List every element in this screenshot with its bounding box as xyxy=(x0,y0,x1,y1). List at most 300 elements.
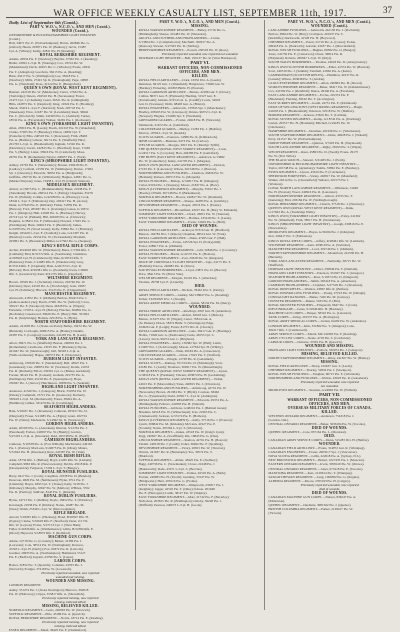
text-line: KING'S OWN (ROYAL LANCASTER REGIMENT).—Walsh, xyxy=(138,377,224,382)
section-heading: OVERSEAS MILITARY FORCES OF CANADA. xyxy=(287,405,372,410)
text-line: ARGYLL AND SUTHERLAND HIGHLANDERS.—Currie, xyxy=(138,36,221,41)
text-line: Rfn. S. (Greenwich); Kent, R/41735 Rfn. C. (Deptford). xyxy=(9,271,84,276)
text-line: 213487 Pnr. J. (Scarborough); Mason, 127634 Spr. H. (Whitby). xyxy=(138,345,224,350)
text-line: CENTRAL ONTARIO REGIMENT.—Baker, 3036184 Pte. W. (Toronto). xyxy=(268,422,366,426)
text-line: 21473 Cpl. J. (Chatham); Grant, 36521 Pte. R. (Gillingham); xyxy=(9,97,90,102)
text-line: 203861 Pte. S. (Hounslow); Miller, G/17562 Pte. G. (Stepney). xyxy=(9,239,93,244)
section-heading: PART V. W.O.'s, N.C.O.'s, AND MEN (Contd.). xyxy=(29,25,111,29)
text-line: Pte. T. (Abingdon); Goodwin, 36215 Pte. A. (Reading); xyxy=(9,69,83,74)
text-line: Kavanagh, 21936 Pte. P. (Kildare); Nolan, 16287 Pte. M. xyxy=(9,502,85,507)
italic-note: missing, believed killed. xyxy=(54,599,87,604)
text-line: Anderson, 41326 Pte. J. (Glasgow); Black, 331852 Pte. W. xyxy=(9,389,87,394)
text-columns xyxy=(6,20,394,632)
text-line: (Chichester). xyxy=(268,125,286,130)
text-line: (Newcastle); Brown, 291384 Pte. T. (Blyth); Coulson, 38462 xyxy=(138,389,220,394)
text-line: Clarke, 37265 Pte. F. (Barnsley); Dixon, 14892 Cpl. T. xyxy=(9,130,82,135)
text-line: THE QUEEN'S (ROYAL WEST SURREY REGIMENT).—Upton, xyxy=(138,369,228,374)
text-line: (Radcliffe); Duckworth, 41528 Pte. H. (Heywood). xyxy=(268,36,336,41)
text-line: Pte. W. (Nairn); Mackenzie, S/14392 Sjt. K. (Stornoway). xyxy=(9,417,86,422)
section-heading: QUEEN'S OWN (ROYAL WEST KENT REGIMENT). xyxy=(23,85,117,90)
text-line: WEST YORKSHIRE REGIMENT.—Holmes, 235418 Pte. T. (Leeds). xyxy=(138,215,232,220)
part-heading: PART VII. xyxy=(319,392,341,398)
text-line: SUFFOLK REGIMENT.—Ablett, 43925 Pte. E. (Sudbury); xyxy=(138,458,218,463)
section-heading: ROYAL MUNSTER FUSILIERS. xyxy=(41,470,99,475)
text-line: (Maidenhead); Davis, 26915 Pte. C. (Windsor); Evans, 29341 xyxy=(9,65,91,70)
text-line: (Ludlow); Corfield, 21539 Pte. W. (Wellington); Davies, 17284 xyxy=(9,166,93,171)
text-line: G/24785 Pte. H. (Wood Green); Kelly, 33862 Pte. J. (Finsbury); xyxy=(9,227,94,232)
text-line: S/13824 Pte. J. (Campbeltown); MacNeill, 300917 Pte. A. xyxy=(138,40,216,45)
text-line: (Killarney); Murphy, 10947 Pte. W. (Mallow); O'Brien, 3762 xyxy=(9,486,90,491)
text-line: Warren, 241637 Pte. R. (Barnstaple); Yeo, 30574 Pte. T. xyxy=(138,450,213,455)
text-line: (Darlington); Hall, 45218 Pte. E. (Spennymoor); Hope, xyxy=(9,377,82,382)
section-heading: KING'S (SHROPSHIRE LIGHT INFANTRY). xyxy=(30,158,111,163)
text-line: ROYAL FUSILIERS.—Harris, G/41537 Pte. E. (Hoxton). xyxy=(138,252,216,257)
text-line: (Rotherham); Cawthorne, 23195 Pte. F. (Barnsley); Dyson, xyxy=(9,344,87,349)
text-line: (Limerick); Hayes, 6395 Cpl. T. (Tralee); Kelly, 5218 Pte. J. xyxy=(9,482,89,487)
text-line: ALBERTA REGIMENT.—Moore, 2765193 Pte. H. (Calgary). xyxy=(268,478,351,483)
text-line: ROYAL FUSILIERS.—Gibbons, G/48216 Pte. J. (Bethnal Green); xyxy=(138,405,228,410)
text-line: Pte. C. (Woolwich); Smith, 241963 Pte. G. (Ashford); Turner, xyxy=(9,114,91,119)
text-line: Pte. A. (Halifax); Gibson, 36174 Pte. E. (Sheffield); Hirst, xyxy=(9,138,86,143)
text-line: Hawkins, 64518 Pte. W. (Whitechapel); Ives, 21963 Pte. C. xyxy=(138,409,218,414)
section-heading: YORK AND LANCASTER REGIMENT. xyxy=(35,336,106,341)
text-line: ROYAL SUSSEX REGIMENT.—Kemp, G/18742 Pte. A. (Worthing); xyxy=(268,117,362,122)
text-line: (Contd.). xyxy=(9,37,21,42)
text-line: (Kettering); Bird, 203184 Pte. W. (Wellingborough). xyxy=(268,198,338,203)
text-line: (Portsmouth); Jenkins, 97254 Cpl. G. (Cardiff); Lewis, 52618 xyxy=(138,98,221,103)
text-line: WORCESTERSHIRE REGIMENT.—Baker, 36417 Pte. W. (Kidderminster); xyxy=(268,84,371,89)
text-line: SOUTH WALES BORDERERS.—Thomas, 24618 Pte. D. (Abergavenny). xyxy=(268,60,368,65)
text-line: Benson, 104782 Dvr. J. (Ripon); Chapman, 68514 Gnr. W. (York). xyxy=(138,231,227,236)
text-line: Perry, 241517 Pte. W. (Wolverhampton). xyxy=(268,137,323,142)
text-line: Campbell, 9863 Rfn. R. (Newtownards); Devlin, 43518 Rfn. P. xyxy=(9,462,93,467)
text-line: GRENADIER GUARDS.—Fowler, 24918 Pte. H. (Warwick); xyxy=(138,118,221,123)
text-line: THE BLACK WATCH.—Stewart, S/21483 Pte. J. (Perth). xyxy=(268,157,346,162)
text-line: (Dingwall); Fraser, S/21685 Pte. A. (Elgin); Grant, 202734 xyxy=(9,413,87,418)
text-line: Sjt. J. (Oswestry); Edwards, 36952 Pte. A. (Bridgnorth); xyxy=(9,170,84,175)
text-line: (Bootle); O'Neill, 307148 Pte. P. (Birkenhead). xyxy=(138,191,201,196)
text-line: OXFORDSHIRE & BUCKINGHAMSHIRE LIGHT INFANTRY xyxy=(9,33,97,38)
text-line: ROYAL WARWICKSHIRE REGIMENT.—Bailey, 25716 Pte. G. xyxy=(138,28,226,33)
text-line: 392417 Rfn. J. (Camberwell). xyxy=(268,327,308,332)
text-line: SOUTH LANCASHIRE REGIMENT.—Rigby, 28163 Pte. T. (Wigan). xyxy=(268,145,363,150)
text-line: Pte. G. (Thatcham); Rose, 41524 Pte. E. (Hungerford). xyxy=(9,81,82,86)
text-line: WEST YORKSHIRE REGIMENT.—Illingworth, 235817 Pte. J. xyxy=(138,482,225,487)
text-line: CONNAUGHT RANGERS.—Burke, 7426 Pte. M. (Galway). xyxy=(268,295,351,300)
text-line: WELSH REGIMENT.—Rees, 45893 Pte. D. (Neath); Evans, 29175 xyxy=(268,149,359,154)
text-line: 18532 Pte. A. (Faversham); Walker, 34281 Pte. J. (Rochester). xyxy=(9,118,92,123)
text-line: (Hamilton); Gillies, 331479 Pte. R. (Coatbridge). xyxy=(9,401,74,406)
section-heading: DIED OF WOUNDS. xyxy=(311,426,348,431)
text-line: (Tottenham); Brooks, 266514 Pte. J. (Ealing); Chapman, 35276 xyxy=(9,190,93,195)
text-line: ROYAL WELSH FUSILIERS.—Vaughan, 60715 Pte. E. (Wrexham). xyxy=(268,372,361,377)
section-heading: WOUNDED. xyxy=(189,304,211,309)
italic-note: Previously reported wounded, now reported not wounded. xyxy=(161,52,239,57)
text-line: LEINSTER REGIMENT.—Dunne, 5183 Pte. P. (Birr). xyxy=(268,299,341,304)
list-heading: Daily List of September 6th (Contd.). xyxy=(9,20,79,25)
text-line: CANADIAN ARMY SERVICE CORPS.—Dunn, 515283 Dvr. H. (Halifax). xyxy=(268,438,370,443)
text-line: Donovan, 4826 Pte. M. (Skibbereen); Flynn, 9712 Pte. P. xyxy=(9,478,85,483)
text-line: Griffiths, 230716 Pte. R. (Whitchurch); Hughes, 24831 Pte. G. xyxy=(9,174,92,179)
text-line: ROYAL GARRISON ARTILLERY.—Barnes, 42186 Gnr. T. (Dover); xyxy=(138,90,231,95)
text-line: HEREFORDSHIRE REGIMENT.—Powell, 236518 Pte. W. (Ross). xyxy=(138,48,229,53)
text-line: NORTHUMBERLAND FUSILIERS.—Charlton, 43826 Pte. W. xyxy=(138,171,224,176)
text-line: G/17843 Pte. A. (Tunbridge Wells). xyxy=(268,210,316,215)
page-header xyxy=(6,3,394,18)
text-line: G/24517 Pte. S. (Croydon); Hart, 204386 Pte. F. (Guildford). xyxy=(138,150,220,155)
section-heading: MACHINE GUN CORPS. xyxy=(48,534,93,539)
text-line: 43186 Pte. J. (Leith); Thomson, 302917 Pte. W. (Musselburgh). xyxy=(138,365,223,370)
text-line: 24387 Pte. T. (Longton); Goodwin, 241293 Pte. H. (Leek). xyxy=(9,332,87,337)
text-line: ROYAL INNISKILLING FUSILIERS.—Young, 27193 Pte. W. (Omagh). xyxy=(268,291,366,296)
section-heading: ROYAL DUBLIN FUSILIERS. xyxy=(43,494,97,499)
text-line: Dunn, G/27643 Pte. E. (Kilburn); Fisher, 31859 Pte. R. xyxy=(9,203,82,208)
text-line: Marsh, 33419 L./Cpl. F. (Dartford); Nash, 205718 Pte. S. xyxy=(9,105,85,110)
text-line: Entwistle, 17593 L./Cpl. H. (Bolton); Fletcher, 302861 Pte. G. xyxy=(9,308,92,313)
text-line: Pte. W. (Port Talbot). xyxy=(268,153,297,158)
text-line: S/31942 Pte. H. (Inverness); Ross, 241587 Pte. W. (Tain). xyxy=(9,449,86,454)
text-line: (Halesworth); Dade, 43271 L./Cpl. S. (Beccles). xyxy=(138,466,203,471)
page-title: WAR OFFICE WEEKLY CASUALTY LIST, SEPTEMBER 11th, 1917. xyxy=(53,8,347,18)
section-heading: LABOUR CORPS. xyxy=(54,559,87,564)
text-line: 201763 L./Cpl. G. (Huddersfield); Ingham, 31592 Pte. R. xyxy=(9,142,85,147)
section-heading: KING'S OWN (YORKSHIRE LIGHT INFANTRY). xyxy=(26,122,115,127)
text-line: A/203918 Cpl. H. (Camberwell); Dale, R/18743 Rfn. T. xyxy=(9,255,83,260)
text-line: (Keighley); Jagger, 42516 Pte. T. (Otley); Kitson, 201648 xyxy=(138,486,215,491)
section-heading: OFFICERS, AND MEN. xyxy=(179,69,221,74)
text-line: ROYAL FIELD ARTILLERY.—Nichols, 78461 Dvr. S. (Derby). xyxy=(138,288,225,293)
text-line: ROYAL IRISH RIFLES.—Wallace, 43867 Rfn. R. (Belfast). xyxy=(268,287,349,292)
text-line: Abbott, G/15873 Pte. C. (Hammersmith); Baker, 21938 Pte. F. xyxy=(9,186,92,191)
text-line: Knight, 265429 L./Cpl. E. (Southall); Lane, G/41397 Pte. R. xyxy=(9,231,89,236)
text-line: 24613 Pte. P. (Morecambe); Yates, 240815 Pte. J. (Ulverston). xyxy=(138,381,221,386)
text-line: ROYAL GARRISON ARTILLERY.—Gale, 39417 Gnr. E. (Hastings); xyxy=(138,328,232,333)
section-heading: CAMERON HIGHLANDERS. xyxy=(44,437,97,442)
text-line: (Paisley); Campbell, 23715 Pte. D. (Greenock); Docherty, xyxy=(9,393,86,398)
text-line: 201947 Pte. W. (Mexborough); Gill, 36528 L./Cpl. A. xyxy=(9,348,80,353)
text-line: 47263 L./Cpl. H. (Derby); Fox, 61872 Pte. R. (Lincoln); xyxy=(9,547,84,552)
section-heading: MANCHESTER REGIMENT. xyxy=(44,292,96,297)
text-line: Ince, 266417 Pte. T. (Edmonton). xyxy=(268,234,313,239)
text-line: G/36518 Pte. F. (Farnham); Vincent, 203874 Pte. H. (Godalming). xyxy=(138,373,227,378)
section-heading: WILTSHIRE REGIMENT. xyxy=(47,275,94,280)
text-line: 241693 Pte. J. (Huddersfield); Ibbotson, 32518 Pte. W. (Halifax). xyxy=(268,109,355,114)
text-line: (Shrewsbury). xyxy=(268,226,288,231)
text-line: (Ilford); Hayward, S/18972 Rfn. T. (Romford). xyxy=(9,530,71,535)
text-line: (Toxteth); Nolan, 307264 L./Cpl. T. (Wavertree). xyxy=(138,426,204,431)
section-heading: WOUNDED AND MISSING. xyxy=(305,343,355,348)
text-line: (Ashton-under-Lyne); Booth, 27961 Pte. W. (Salford); Cross, xyxy=(9,300,90,305)
text-line: (Downpatrick); Ferguson, 17294 L./Cpl. T. (Bangor). xyxy=(9,466,80,471)
text-line: Pte. G. (Tynemouth); Dodd, 203617 L./Cpl. R. (Ashington). xyxy=(138,393,218,398)
text-line: YORK AND LANCASTER REGIMENT.—Nettleship, 38715 Pte. W. xyxy=(268,258,362,263)
text-line: Barlow, 38624 Pte. W. (Bury); Crompton, 201937 Pte. T. xyxy=(268,32,344,37)
text-line: (Worksop). xyxy=(268,181,284,186)
text-line: KING'S OWN (YORKSHIRE LIGHT INFANTRY).—Exley, 241362 xyxy=(268,214,361,219)
text-line: NORTH STAFFORDSHIRE REGIMENT.—Mountford, 241538 Pte. H. xyxy=(268,250,364,255)
text-line: KING'S (LIVERPOOL REGIMENT).—Kelly, 37516 Pte. J. (Everton); xyxy=(138,417,233,422)
part-heading: PART VI. xyxy=(190,60,210,66)
italic-note: missing, believed killed. xyxy=(54,623,87,628)
text-line: SOMERSET LIGHT INFANTRY.—Chard, 26815 Pte. W. (Taunton). xyxy=(138,211,231,216)
text-line: THE QUEEN'S (ROYAL WEST SURREY REGIMENT).—Cook, xyxy=(138,146,227,151)
text-line: (Tonbridge); Dawes, 204516 Pte. H. (Sevenoaks); Foster, xyxy=(9,93,85,98)
text-line: NORFOLK REGIMENT.—Oakes, 43518 Pte. W. (King's Lynn); xyxy=(138,430,225,435)
text-line: COLDSTREAM GUARDS.—Hartley, 15283 Pte. J. (Halifax); xyxy=(138,126,222,131)
text-line: EAST YORKSHIRE REGIMENT.—Marr, 31742 Pte. F. (Beverley); xyxy=(138,494,230,499)
text-line: CANADIAN FIELD ARTILLERY.—Evans, 314872 Gnr. R. (Winnipeg). xyxy=(268,446,366,451)
text-line: (Holyhead); Roberts, 200947 L./Cpl. W. (Rhyl). xyxy=(268,56,332,61)
text-line: OXFORDSHIRE & BUCKINGHAMSHIRE LIGHT INFANTRY.— xyxy=(268,161,360,166)
text-line: Allen, 23816 Pte. H. (Leeds); Booth, 201347 Pte. W. (Wakefield); xyxy=(9,126,96,131)
text-line: ESSEX REGIMENT.—Mead, 36425 Pte. F. (Chelmsford). xyxy=(9,627,87,632)
text-line: Simmonds, 31672 Pte. A. (Guildford). xyxy=(138,122,190,127)
text-line: (Lewes); Jarvis, 96274 Gnr. C. (Brighton). xyxy=(138,337,195,342)
text-line: (Burnley); Pickering, 101863 Bmbr. H. (Preston). xyxy=(138,86,205,91)
text-line: Hopkins, G/38451 Pte. F. (Willesden); Howard, 17925 Pte. C. xyxy=(9,219,91,224)
text-line: Bradley, 208163 Pnr. W. (Liverpool); Davies, 96372 L./Cpl. R. xyxy=(138,110,222,115)
text-line: ESSEX REGIMENT.—Upson, 43619 Pte. F. (Colchester). xyxy=(268,169,346,174)
italic-note: Previously reported wounded, now reported xyxy=(300,482,359,487)
text-line: Cameron, S/16538 Pte. A. (Fort William); MacDonald, 240163 xyxy=(9,441,93,446)
text-line: 290418 Pte. G. (Nantwich); Garside, 43187 Pte. J. (Macclesfield). xyxy=(268,44,356,49)
text-line: Gardner, 29635 Pte. A. (Northampton); Hammond, 55127 xyxy=(9,551,86,556)
text-line: KING'S OWN (ROYAL LANCASTER REGIMENT).—Dobson, xyxy=(138,163,226,167)
text-line: NORFOLK REGIMENT.—Gotts, 240963 Pte. W. (Norwich). xyxy=(9,607,91,612)
text-line: ROYAL ENGINEERS.—Evans, 143726 Spr. D. (Pontypridd); xyxy=(138,239,222,244)
text-line: Farrant, 240985 Pte. H. (Yeovil); Gunning, 33147 Pte. W. xyxy=(138,474,215,479)
text-line: Scott, 240519 Pte. J. (Selkirk); Turnbull, 41862 Pte. A. (Kelso). xyxy=(268,68,353,73)
text-line: DORSETSHIRE REGIMENT.—Quinton, 3/7418 Pte. H. (Weymouth). xyxy=(268,141,363,146)
text-line: Ashby, 351274 Pte. J. (Stoke Newington); Burrows, 392618 xyxy=(9,587,89,592)
section-heading: KILLED. xyxy=(191,73,209,78)
text-line: (Sheffield). xyxy=(268,262,284,267)
text-line: (Bridgwater); Hext, 203516 Pte. G. (Frome). xyxy=(138,478,198,483)
text-line: (Oxford); Hearn, 203871 Pte. W. (Banbury); Jarvis, 15487 xyxy=(9,45,87,50)
text-line: NORTHAMPTONSHIRE REGIMENT.—Abbott, 43725 Pte. T. xyxy=(268,194,353,199)
text-line: KING'S ROYAL RIFLE CORPS.—Jeffery, R/28461 Rfn. W. (Lambeth). xyxy=(268,238,365,243)
text-line: Arnold, S/18265 Rfn. C. (Hackney); Bond, B/20947 Rfn. H. xyxy=(9,514,89,519)
text-line: (Newbury); Mills, 27491 Sjt. R. (Wokingham); Page, 19863 xyxy=(9,77,89,82)
text-line: DURHAM LIGHT INFANTRY.—Oliver, 250846 Pte. T. (Durham). xyxy=(268,266,359,271)
text-line: LANCASHIRE FUSILIERS.—Ashworth, 242158 Pte. J. (Rochdale); xyxy=(268,28,361,33)
text-line: HIGHLAND LIGHT INFANTRY.—Paterson, 331927 Pte. J. (Glasgow). xyxy=(268,270,365,275)
text-line: WILTSHIRE REGIMENT.—Kent, 203819 Pte. A. (Swindon). xyxy=(268,242,351,247)
text-line: QUEEN'S OWN (ROYAL WEST KENT REGIMENT).—Dunk, xyxy=(268,206,354,211)
text-line: ROYAL FUSILIERS.—Bishop, G/52817 Pte. H. (Islington); xyxy=(138,179,219,184)
text-line: Pte. W. (Wakefield); Firth, 38517 Pte. H. (Normanton). xyxy=(268,218,342,223)
text-line: EAST LANCASHIRE REGIMENT.—Eccles, 201374 Pte. F. xyxy=(268,92,350,97)
text-line: Pte. R. (Durham); Elliott, 250391 Cpl. G. (Bishop Auckland); xyxy=(9,368,91,373)
text-line: THE BUFFS (EAST KENT REGIMENT).—Ashdown, G/13682 xyxy=(138,154,225,159)
text-line: (Sheerness); Price, 22187 Pte. W. (Lewisham); Reed, 36942 xyxy=(9,109,89,114)
text-line: (Dewsbury); Jowett, 242815 Pte. C. (Bradford); Kaye, 17438 xyxy=(9,146,90,151)
text-line: (Edmonton). xyxy=(268,498,286,503)
text-line: Pte. E. (Harrogate); Lumb, 38127 Pte. W. (Shipley). xyxy=(138,490,208,495)
text-line: SCOTS GUARDS.—Pringle, 12738 Pte. R. (Galashiels). xyxy=(138,357,215,362)
section-heading: WARRANT OFFICERS, NON-COMMISSIONED xyxy=(287,397,373,402)
text-line: SOUTH WALES BORDERERS.—Lloyd, 23871 Pte. D. (Brecon); xyxy=(138,268,227,273)
text-line: SHERWOOD FORESTERS.—Varley, 240817 Pte. W. (Mansfield); xyxy=(268,173,358,178)
italic-note: died of wounds. xyxy=(319,486,341,491)
text-line: Gnr. D. (Swansea); Webb, 68493 Gnr. A. (Bristol). xyxy=(138,102,206,107)
text-line: SASKATCHEWAN REGIMENT.—Lang, 1069382 Pte. G. (Regina). xyxy=(268,474,360,479)
text-line: Hunt, 43217 Pte. S. (Wallingford); Lee, 33618 Pte. J. xyxy=(9,73,80,78)
text-line: (Peterhead); Forbes, 240597 Pte. W. (Huntly); Gordon, xyxy=(9,429,82,434)
section-heading: WOUNDED (Contd.). xyxy=(311,24,349,29)
text-line: NORTHUMBERLAND FUSILIERS.—Walton, 43918 Pte. R. (Gateshead). xyxy=(268,376,369,381)
text-line: Pte. J. (Portree); MacLean, S/24875 Pte. D. (Oban); Munro, xyxy=(9,445,88,450)
section-heading: DIED. xyxy=(194,284,206,289)
section-heading: WOUNDED AND MISSING. xyxy=(45,579,95,584)
text-line: ROYAL WELSH FUSILIERS.—Hughes, 60382 Pte. O. (Bangor); xyxy=(268,48,357,53)
text-line: (Bodmin); Pascoe, 240683 Pte. R. (Truro). xyxy=(138,264,195,269)
text-line: CHESHIRE REGIMENT.—Eaton, 52716 Pte. A. (Crewe); Foden, xyxy=(268,40,356,45)
text-line: QUEBEC REGIMENT.—Cote, 837164 Pte. L. (Montreal). xyxy=(268,430,347,435)
section-heading: MISSING. xyxy=(320,359,339,364)
text-line: HAMPSHIRE REGIMENT.—Newman, 201936 Pte. C. (Winchester). xyxy=(268,129,362,134)
text-line: SCOTS GUARDS.—Paterson, 14386 Pte. R. (Kilmarnock). xyxy=(138,134,218,139)
text-line: NEW BRUNSWICK REGIMENT.—Hebert, 1027435 Pte. J. (Moncton). xyxy=(268,458,365,463)
text-line: (Wath-on-Dearne); Hague, 240573 Pte. E. (Doncaster). xyxy=(9,352,82,357)
text-line: ARMY SERVICE CORPS.—Oakley, M2/138647 Pte. G. (Reading); xyxy=(138,292,230,297)
text-line: LINCOLNSHIRE REGIMENT.—Sharpe, 41683 Pte. A. (Grimsby). xyxy=(138,199,229,204)
text-line: ROYAL WARWICKSHIRE REGIMENT.—Edwards, 29374 Pte. A. xyxy=(138,397,229,402)
text-line: (Hendon); Lewis, 29154 Pte. W. (Twickenham); Marshall, xyxy=(9,235,86,240)
text-line: (Poplar); Clarke, S/32618 Rfn. F. (Stratford); Dean, Z/1734 xyxy=(9,518,88,523)
text-line: ROYAL BERKSHIRE REGIMENT.—Norris, 18714 Pte. E. (Reading). xyxy=(9,615,104,620)
text-line: (St. Helens); Dixon, 58372 Bmbr. T. (Warrington); Edge, xyxy=(138,320,214,325)
text-line: CHESHIRE REGIMENT.—Thorley, 52834 Pte. J. (Stockport). xyxy=(268,368,352,373)
section-heading: MISSING. xyxy=(190,24,210,29)
text-line: Pte. J. (Islington); Hall, 41628 Pte. G. (Hackney); Harvey, xyxy=(9,211,86,216)
text-line: Pte. W. (Holloway); Cripps, 353817 Rfn. A. (Shoreditch). xyxy=(9,591,86,596)
section-heading: NORTH STAFFORDSHIRE REGIMENT. xyxy=(34,320,107,325)
text-line: Rfn. W. (Leyton); Evans, S/27153 Cpl. J. (West Ham); xyxy=(9,522,81,527)
section-heading: MISSING, BELIEVED KILLED. xyxy=(301,351,359,356)
text-line: (Burslem); Colclough, 200915 Pte. A. (Hanley); Deakin, xyxy=(9,328,84,333)
text-line: Cpl. A. (Witney); Kemp, 32811 Pte. H. (Reading). xyxy=(9,49,76,54)
text-line: Cox, 241582 Pte. J. (Redditch); Dance, 29346 Pte. A. (Evesham). xyxy=(268,88,355,93)
section-heading: WOUNDED. xyxy=(318,442,341,447)
text-line: LOYAL NORTH LANCASHIRE REGIMENT.—Wilkinson, 31648 xyxy=(268,185,358,190)
section-heading: PART V. W.O.'s, N.C.O.'s, AND MEN (Contd.). xyxy=(159,20,241,24)
text-line: GORDON HIGHLANDERS.—Smith, 265418 Pte. A. (Aberdeen). xyxy=(268,279,357,283)
column-middle xyxy=(135,20,265,610)
text-line: LINCOLNSHIRE REGIMENT.—Skelton, 42761 Pte. H. (Boston); xyxy=(138,438,228,443)
text-line: COLDSTREAM GUARDS.—Orton, 17925 Pte. T. (Stafford). xyxy=(138,353,221,358)
text-line: 104926 Gnr. F. (Leigh); Foster, 81753 Dvr. R. (Chorley). xyxy=(138,324,214,329)
text-line: CANADIAN MACHINE GUN CORPS.—Nelson, 836247 Pte. A. xyxy=(268,494,357,499)
text-line: BRITISH COLUMBIA REGIMENT.—Parker, 2138417 Pte. W. xyxy=(268,506,354,511)
text-line: Price, 38415 Pte. W. (Ebbw Vale). xyxy=(138,272,184,277)
text-line: Dennison, 84125 Gnr. J. (Wakefield); Hargreaves, 73948 Gnr. W. xyxy=(138,82,225,87)
text-line: ROYAL FIELD ARTILLERY.—Abbott, 92618 Gnr. J. (Bolton); xyxy=(138,312,224,317)
text-line: Adams, 241638 Pte. J. (Stoke-on-Trent); Bailey, 19472 Pte. W. xyxy=(9,324,92,329)
text-line: DEVONSHIRE REGIMENT.—Vosper, 20574 Pte. J. (Exeter). xyxy=(138,203,222,208)
text-line: Walker, 26314 Pte. G. (Chesterfield); Webster, 201573 Pte. J. xyxy=(268,177,350,182)
text-line: (Birmingham); Sharpe, 201483 Pte. W. (Nuneaton). xyxy=(138,32,207,37)
section-heading: KILLED. xyxy=(321,409,338,414)
text-line: KING'S (SHROPSHIRE LIGHT INFANTRY).—Gough, 230816 Pte. E. xyxy=(268,222,365,227)
text-line: ROYAL ARMY MEDICAL CORPS.—Jordan, 64182 Pte. W. (Aldershot). xyxy=(268,319,367,324)
section-heading: WOUNDED (Contd.). xyxy=(51,29,89,34)
text-line: Bain, S/18437 Pte. J. (Inverness); Cameron, 265917 Pte. D. xyxy=(9,409,88,414)
text-line: ROYAL WARWICKSHIRE REGIMENT.—Gill, 32846 Pte. J. (Coventry). xyxy=(138,247,238,252)
column-left xyxy=(6,20,135,632)
text-line: Archer, R/24618 Rfn. W. (Winchester); Bates, C/7394 Rfn. J. xyxy=(9,247,90,252)
text-line: Ashley, 19763 Pte. T. (Shrewsbury); Bowen, 230418 Pte. E. xyxy=(9,162,89,167)
text-line: ROYAL ENGINEERS.—Kirby, 156382 Spr. W. (Hull); Lamb, xyxy=(138,341,222,346)
text-line: HIGHLAND LIGHT INFANTRY.—Pollock, 330974 Pte. J. (Glasgow). xyxy=(268,347,364,352)
text-line: MANCHESTER REGIMENT.—Lord, 302746 Pte. J. (Oldham). xyxy=(268,246,354,251)
text-line: DURHAM LIGHT INFANTRY.—Bell, 250137 Pte. R. (West Hartlepool). xyxy=(138,56,237,61)
text-line: (Rochdale); Greenwood, 38426 Pte. E. (Bury); Hall, 351694 xyxy=(9,312,89,317)
text-line: Pte. R. (Stalybridge); Holden, 22518 Pte. S. (Hyde). xyxy=(9,316,78,321)
text-line: (Bideford). xyxy=(138,454,154,459)
text-line: 27163 Pte. T. (Lancaster); Wilson, 201548 Pte. J. (Barrow). xyxy=(138,167,218,172)
text-line: SEAFORTH HIGHLANDERS.—Ross, S/19374 Pte. D. (Dingwall). xyxy=(268,274,359,279)
section-heading: DIED OF WOUNDS. xyxy=(182,223,218,228)
italic-note: Previously reported wounded, now reported xyxy=(300,380,359,385)
section-heading: GORDON HIGHLANDERS. xyxy=(45,421,95,426)
page-number: 37 xyxy=(383,5,392,15)
text-line: Adam, 265183 Pte. G. (Aberdeen); Duncan, S/12764 Pte. J. xyxy=(9,425,88,430)
text-line: Armstrong, 250618 Pte. T. (Sunderland); Bell, 43927 Pte. J. xyxy=(9,360,88,365)
text-line: Lusted, 203517 Pte. H. (Horsham); Mitchell, G/24185 Pte. W. xyxy=(268,121,351,126)
text-line: (Norwich); Foulger, 37418 Pte. W. (Lowestoft). xyxy=(9,567,72,572)
text-line: NOVA SCOTIA REGIMENT.—Gillis, 222618 Pte. A. (Sydney, N.S.). xyxy=(268,454,362,459)
text-line: ROYAL FIELD ARTILLERY.—Clark, 16352 Dvr. A. (Leeds); xyxy=(138,78,222,83)
text-line: Collins, 86371 Gnr. F. (Plymouth); Harding, 31527 Gnr. E. xyxy=(138,94,217,99)
section-heading: MIDDLESEX REGIMENT. xyxy=(46,182,94,187)
text-line: Atkins, 52718 Pte. G. (Coventry); Barker, 41396 Pte. J. xyxy=(9,538,83,543)
text-line: (Gateshead); Carr, 200874 Pte. W. (Stockton); Dodds, 21653 xyxy=(9,364,90,369)
text-line: ROYAL MUNSTER FUSILIERS.—Fitzgerald, 9647 Pte. J. (Cork). xyxy=(268,303,358,308)
text-line: (Lambeth); Bird, R/31572 Rfn. A. (Southwark); Chambers, xyxy=(9,251,88,256)
text-line: LABOUR CORPS.—Osborne, 37261 Pte. H. (Ipswich). xyxy=(268,339,343,344)
text-line: MACHINE GUN CORPS.—Harper, 58316 Pte. G. (Leicester). xyxy=(268,311,352,316)
section-heading: PART VI. W.O.'s, N.C.O.'s, AND MEN (Contd.). xyxy=(288,20,372,24)
text-line: Foster, 228917 Pnr. A. (Oldham). xyxy=(138,243,183,248)
section-heading: OFFICERS, AND MEN. xyxy=(309,401,351,406)
text-line: 22716 Cpl. W. (Fulham); Hill, 266183 Pte. A. (Chiswick); xyxy=(9,215,86,220)
text-line: Barry, 6417 Pte. J. (Cork); Coughlan, 10538 Pte. D. (Bandon); xyxy=(9,474,92,479)
text-line: NORTH STAFFORDSHIRE REGIMENT.—Riley, 241827 Pte. W. (Hanley). xyxy=(268,355,371,360)
text-line: GRENADIER GUARDS.—Nash, 26184 Pte. A. (Gloucester). xyxy=(138,349,221,354)
text-line: Cpl. H. (Salisbury); Hiscock, 33125 Pte. E. (Chippenham). xyxy=(9,288,87,293)
section-heading: KING'S ROYAL RIFLE CORPS. xyxy=(41,243,99,248)
section-heading: ROYAL BERKSHIRE REGIMENT. xyxy=(39,53,101,58)
text-line: (Devizes); Dyer, 24518 Pte. A. (Trowbridge); Gale, 19637 xyxy=(9,284,86,288)
text-line: Hills, 242873 Pte. T. (Deptford); King, 19324 Pte. E. (Bromley); xyxy=(9,101,95,106)
text-line: Nicholson, 203815 Pte. R. (Bridlington); Oxtoby, 36248 Pte. J. xyxy=(138,498,222,503)
text-line: EAST SURREY REGIMENT.—Gould, 24731 Pte. E. (Richmond). xyxy=(268,100,358,105)
text-line: (Paddington); Hunt, 204613 Pte. T. (Brentford); James, xyxy=(9,223,82,228)
text-line: TANK CORPS.—Irving, 201537 Pte. A. (Bovington). xyxy=(268,315,340,320)
section-heading: WARRANT OFFICERS, NON-COMMISSIONED xyxy=(157,65,243,70)
text-line: (Brixton); Holt, R/29381 Rfn. G. (Peckham); Irwin, C/8926 xyxy=(9,267,88,272)
text-line: MIDDLESEX REGIMENT.—Yeoman, G/24863 Pte. W. (Fulham). xyxy=(268,388,358,393)
text-line: Lynch, 306842 Pte. M. (Kirkdale); McCann, 41927 Pte. P. xyxy=(138,422,216,426)
text-line: Taylor, 201748 Pte. A. (Aylesbury); Tombs, 33862 Pte. E. (Banbury). xyxy=(268,165,360,170)
text-line: Hobbs, 71826 Gnr. G. (Eastbourne); Ivens, 48153 Cpl. S. xyxy=(138,332,215,337)
text-line: ROYAL ARMY MEDICAL CORPS.—Quinn, 58134 Pte. M. (Derry). xyxy=(138,300,232,305)
text-line: IRISH GUARDS.—Brennan, 9473 Pte. M. (Carlow). xyxy=(138,138,210,143)
column-right xyxy=(264,20,394,610)
section-heading: ROYAL IRISH RIFLES. xyxy=(49,453,92,458)
text-line: ROYAL BERKSHIRE REGIMENT.—Church, 37518 Pte. J. (Newbury). xyxy=(268,202,365,207)
